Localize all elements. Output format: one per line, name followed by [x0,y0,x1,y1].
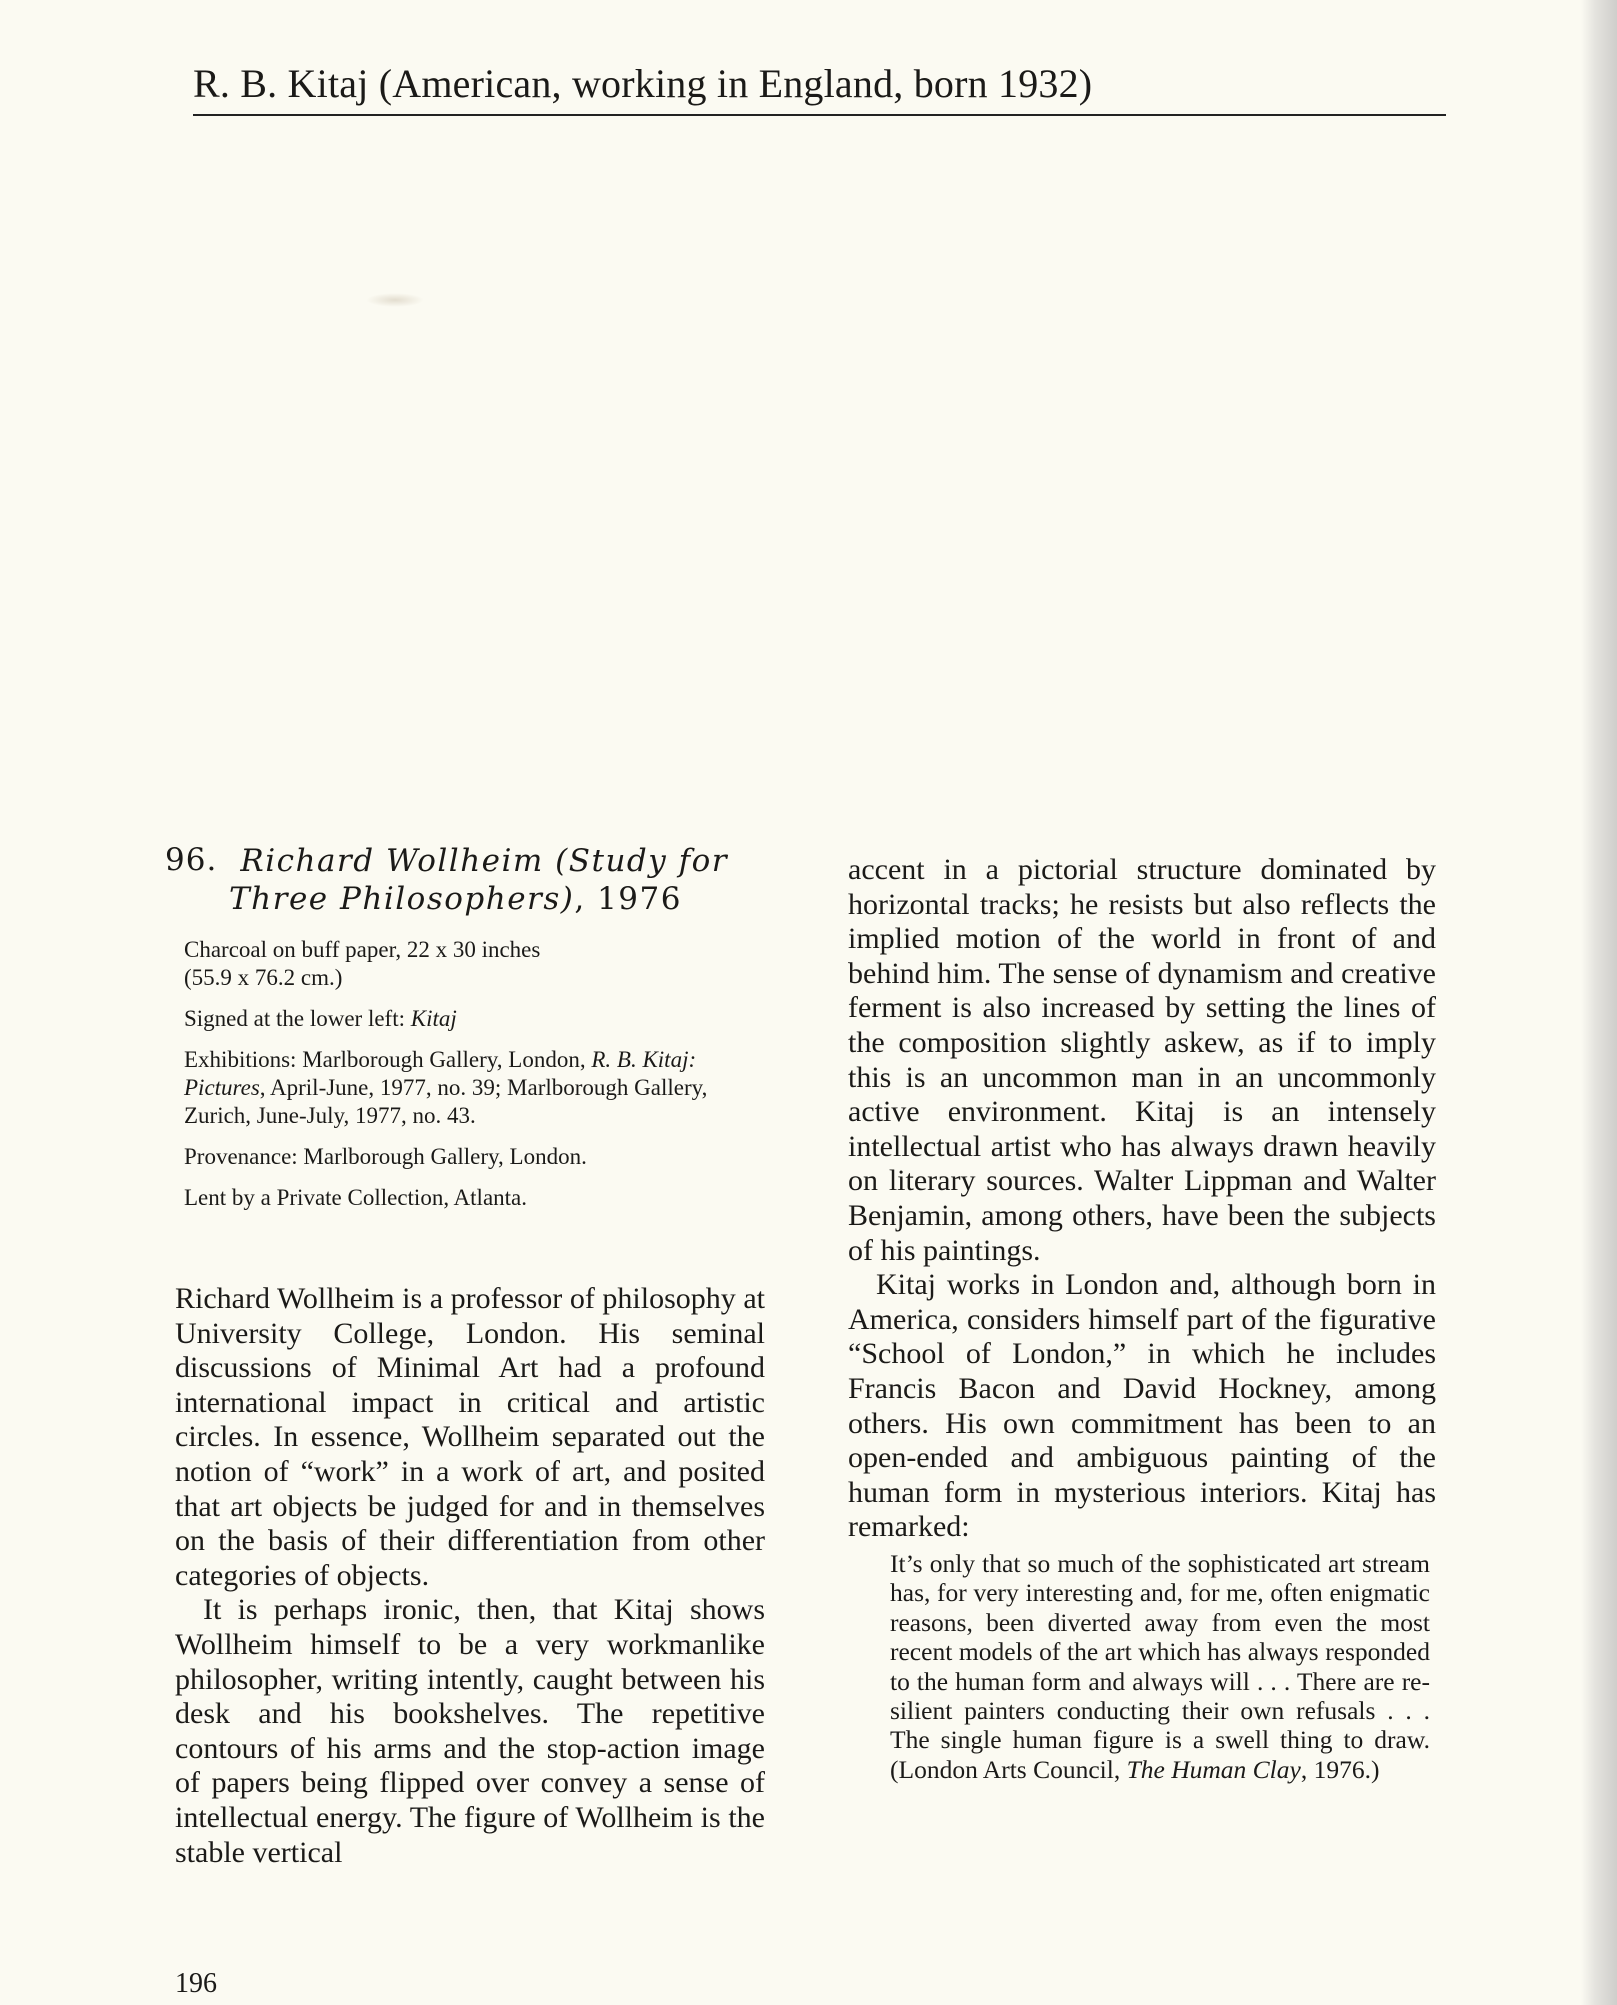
entry-number: 96. [165,842,218,878]
paper-blemish [366,293,424,307]
block-quote [890,1549,1430,1784]
exhibition-title: R. B. Kitaj: Pictures [184,1047,697,1100]
artwork-title: Richard Wollheim (Study for Three Philosophers) [229,843,729,917]
exhibitions-label: Exhibitions: Marlborough Gallery, London, [184,1047,592,1072]
artwork-date: , 1976 [574,881,682,917]
dimensions-cm: (55.9 x 76.2 cm.) [184,965,343,990]
medium-line [184,936,774,992]
exhibitions-details: , April-June, 1977, no. 39; Marlborough Gallery, Zurich, June-July, 1977, no. 43. [184,1075,708,1128]
page-number: 196 [175,1968,217,1999]
provenance-line: Provenance: Marlborough Gallery, London. [184,1144,587,1169]
quote-source-title: The Human Clay [1126,1754,1301,1784]
entry-title [229,842,819,918]
catalogue-metadata [184,936,774,1225]
paragraph-1: Richard Wollheim is a professor of philosophy at University College, London. His seminal discussions of Minimal Art had a profound international impact in critical and artistic circles. In essence, Wollheim separated out the notion of “work” in a work of art, and posited that art objects be judged for and in themselves on the basis of their differentiation from other categories of objects. [175,1282,765,1592]
paragraph-3: Kitaj works in London and, although born in America, considers himself part of the figurative “School of London,” in which he includes Francis Bacon and David Hockney, among others. His own commitment has been to an open-ended and ambiguous painting of the human form in mysterious interiors. Kitaj has remarked: [848,1268,1436,1544]
signature-value: Kitaj [410,1006,457,1031]
exhibitions-line [184,1046,774,1130]
right-column-text [848,853,1436,1784]
signed-label: Signed at the lower left: [184,1006,411,1031]
quote-text: It’s only that so much of the sophisticated art stream has, for very interesting and, for me, often enigmatic reasons, been diverted away from even the most recent models of the art which has always responded to the human form and always will . . . There are resilient painters conducting their own refusals . . . The single human figure is a swell thing to draw. (London Arts Council, [890,1548,1430,1784]
medium: Charcoal on buff paper, 22 x 30 inches [184,937,541,962]
page-gutter-shadow [1581,0,1617,2005]
paragraph-2-continued: accent in a pictorial structure dominated by horizontal tracks; he resists but also reflects the implied motion of the world in front of and behind him. The sense of dynamism and creative ferment is also increased by setting the lines of the composition slightly askew, as if to imply this is an uncommon man in an uncommonly active environment. Kitaj is an intensely intellectual artist who has always drawn heavily on literary sources. Walter Lippman and Walter Benjamin, among others, have been the subjects of his paintings. [848,853,1436,1267]
signature-line [184,1005,774,1033]
paragraph-2-start: It is perhaps ironic, then, that Kitaj shows Wollheim himself to be a very workmanlike philosopher, writing intently, caught between his desk and his bookshelves. The repetitive contours of his arms and the stop-action image of papers being flipped over convey a sense of intellectual energy. The figure of Wollheim is the stable vertical [175,1593,765,1869]
running-head: R. B. Kitaj (American, working in England, born 1932) [193,58,1446,116]
quote-source-end: , 1976.) [1300,1754,1380,1784]
lender-line: Lent by a Private Collection, Atlanta. [184,1185,528,1210]
left-column-text [175,1282,765,1870]
